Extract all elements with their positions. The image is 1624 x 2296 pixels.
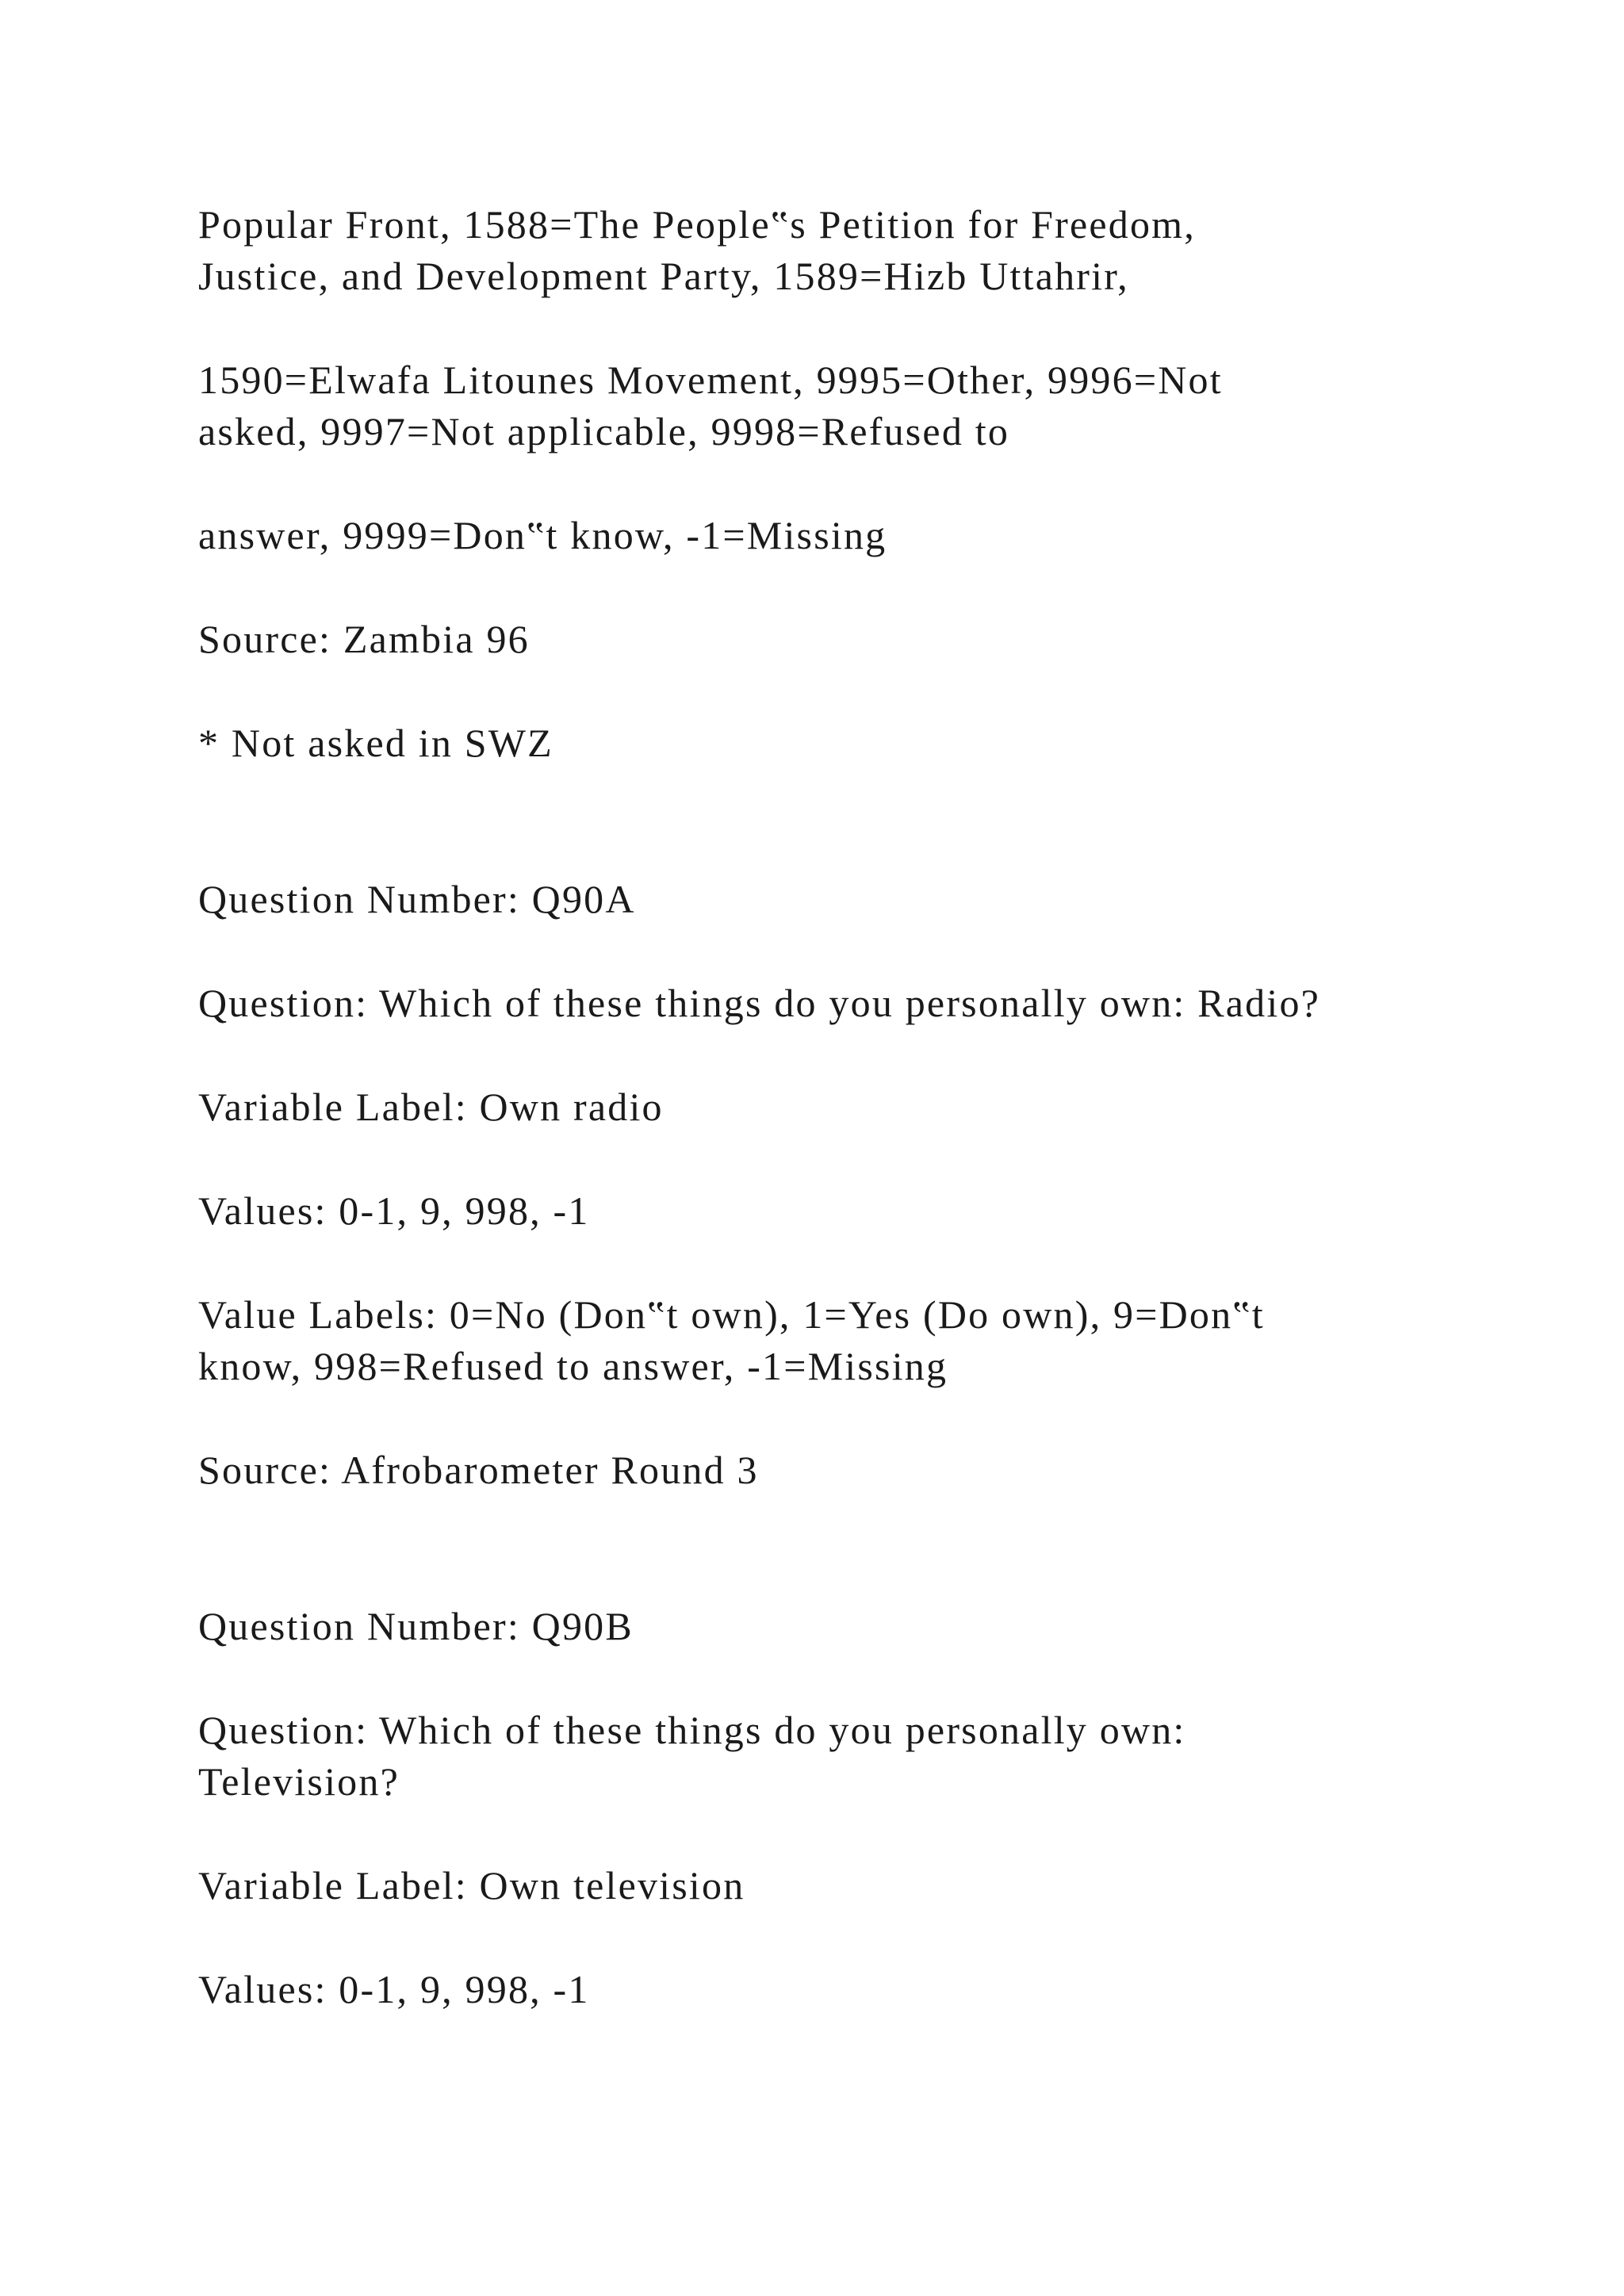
q90a-variable-label: Variable Label: Own radio — [198, 1085, 664, 1129]
continuation-line-1: Popular Front, 1588=The People‟s Petition for Freedom, — [198, 202, 1196, 247]
q90b-values: Values: 0-1, 9, 998, -1 — [198, 1967, 590, 2011]
continuation-line-5: answer, 9999=Don‟t know, -1=Missing — [198, 513, 887, 557]
q90a-value-labels-line-1: Value Labels: 0=No (Don‟t own), 1=Yes (Do own), 9=Don‟t — [198, 1292, 1265, 1337]
q90a-question: Question: Which of these things do you personally own: Radio? — [198, 981, 1321, 1025]
q90a-source: Source: Afrobarometer Round 3 — [198, 1448, 759, 1492]
q90a-value-labels-line-2: know, 998=Refused to answer, -1=Missing — [198, 1344, 948, 1388]
q90a-values: Values: 0-1, 9, 998, -1 — [198, 1188, 590, 1233]
q90b-question-line-1: Question: Which of these things do you personally own: — [198, 1708, 1186, 1752]
q90b-question-number: Question Number: Q90B — [198, 1604, 634, 1648]
q90b-variable-label: Variable Label: Own television — [198, 1863, 745, 1908]
q90b-question-line-2: Television? — [198, 1759, 400, 1804]
q90a-question-number: Question Number: Q90A — [198, 877, 636, 921]
continuation-line-3: 1590=Elwafa Litounes Movement, 9995=Other, 9996=Not — [198, 358, 1223, 402]
continuation-line-4: asked, 9997=Not applicable, 9998=Refused to — [198, 409, 1010, 453]
continuation-note: * Not asked in SWZ — [198, 721, 553, 765]
continuation-source: Source: Zambia 96 — [198, 617, 530, 661]
continuation-line-2: Justice, and Development Party, 1589=Hizb Uttahrir, — [198, 254, 1129, 298]
